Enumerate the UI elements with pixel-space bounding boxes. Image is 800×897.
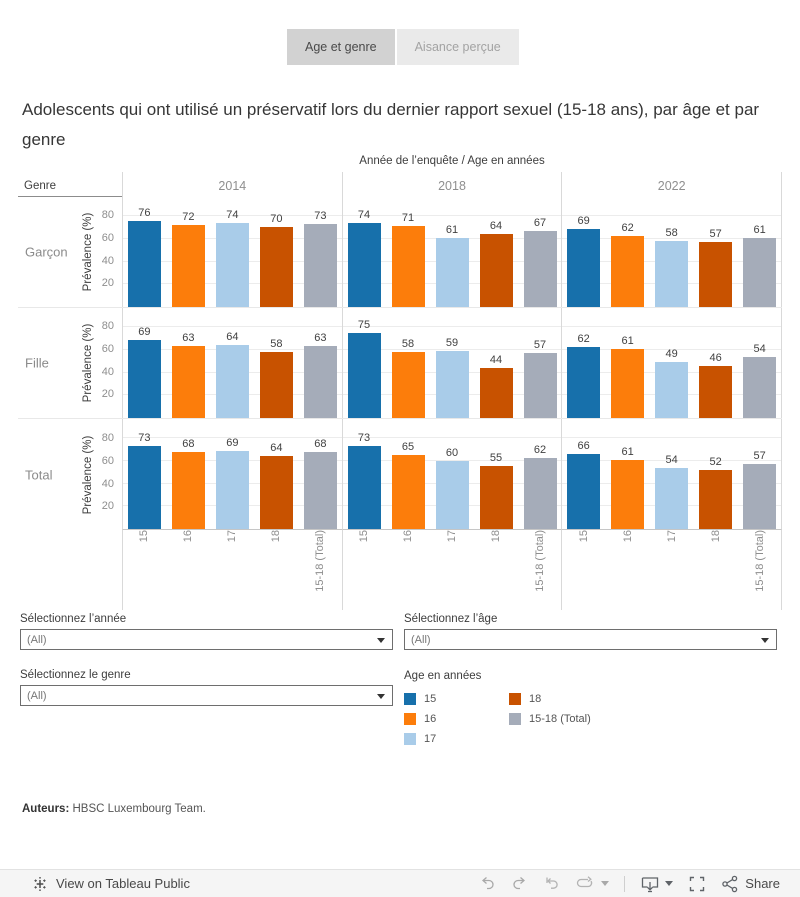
legend-title: Age en années [404,670,482,682]
filter-year-value: (All) [27,633,47,646]
bar-value-label: 44 [489,353,503,366]
bar[interactable] [524,458,557,529]
color-legend [404,670,774,749]
row-label: Fille [25,355,49,371]
chevron-down-icon [761,638,769,643]
x-axis-tick-label: 17 [665,530,678,543]
x-axis-tick-label: 15 [358,530,370,543]
chart-row [18,197,782,308]
undo-icon [479,875,496,892]
bar[interactable] [480,466,513,529]
bar[interactable] [743,357,776,418]
tableau-logo-icon [32,876,48,892]
bar-value-label: 57 [753,450,766,463]
bar-value-label: 64 [226,331,239,344]
bar-value-label: 54 [753,342,766,355]
x-axis-tick-label: 15 [138,530,151,543]
tab-age-et-genre[interactable]: Age et genre [287,29,395,65]
undo-button[interactable] [479,875,496,892]
legend-item-label: 17 [424,733,437,745]
bar-value-label: 71 [401,212,415,225]
chart-panel [561,308,782,418]
bar-value-label: 69 [138,325,151,338]
bar-value-label: 69 [577,214,590,227]
bar[interactable] [260,227,293,307]
bar-value-label: 76 [138,206,151,219]
bar-value-label: 64 [270,442,283,455]
chart-rows [18,197,782,530]
y-axis-title: Prévalence (%) [82,435,94,514]
chevron-down-icon [665,881,673,886]
y-axis-tick-label: 40 [101,477,114,490]
column-header-label: Année de l’enquête / Age en années [359,155,545,167]
bar[interactable] [392,455,425,529]
reset-icon [543,875,560,892]
reset-button[interactable] [543,875,560,892]
legend-column-2 [509,689,591,749]
bar[interactable] [699,366,732,418]
bar-value-label: 72 [182,211,195,224]
toolbar-divider [624,876,625,892]
x-axis-tick-label: 16 [621,530,634,543]
y-axis-tick-label: 80 [101,320,114,332]
bar-value-label: 57 [709,228,722,241]
filter-year-label: Sélectionnez l’année [20,613,127,625]
bar-value-label: 63 [314,332,327,345]
bar[interactable] [260,352,293,418]
share-button[interactable] [721,875,780,893]
bar-value-label: 68 [314,437,327,450]
bar[interactable] [216,345,249,418]
bar[interactable] [524,231,557,307]
bar-value-label: 64 [489,220,503,233]
bar[interactable] [611,349,644,418]
gridline [562,437,781,438]
tab-aisance-percue[interactable]: Aisance perçue [397,29,519,65]
bar[interactable] [655,362,688,418]
legend-item[interactable] [509,689,591,709]
fullscreen-button[interactable] [688,875,706,893]
x-axis-labels-row [18,530,782,610]
chart-panel [561,419,782,530]
x-axis-tick-label: 15-18 (Total) [534,530,546,592]
x-axis-tick-label: 17 [446,530,458,543]
page-title: Adolescents qui ont utilisé un préservatif lors du dernier rapport sexuel (15-18 ans), par âge et par genre [22,100,760,149]
bar[interactable] [304,452,337,529]
bar[interactable] [348,446,381,529]
bar[interactable] [567,347,600,418]
bar-value-label: 69 [226,436,239,449]
legend-item[interactable] [509,709,591,729]
column-field-header [18,155,782,172]
chart-panel [342,419,562,530]
chart-panel [122,308,342,418]
bar-value-label: 75 [357,318,371,331]
bar[interactable] [304,346,337,418]
y-axis-tick-label: 20 [101,277,114,290]
bar[interactable] [611,460,644,529]
x-axis-tick-label: 15-18 (Total) [314,530,327,592]
row-field-header: Genre [18,172,122,197]
authors-note [22,803,206,815]
authors-label: Auteurs: [22,803,70,815]
bar[interactable] [128,340,161,418]
y-axis-tick-label: 40 [101,365,114,378]
filter-gender-value: (All) [27,689,47,702]
bar[interactable] [567,454,600,529]
chart-row [18,308,782,419]
year-header: 2022 [561,172,782,197]
chart-row [18,419,782,530]
bar[interactable] [216,223,249,307]
bar[interactable] [655,468,688,529]
bar[interactable] [436,238,469,307]
y-axis-tick-label: 80 [101,432,114,444]
x-axis-tick-label: 15 [577,530,590,543]
bar-value-label: 57 [533,339,547,352]
x-axis-tick-label: 18 [709,530,722,543]
year-header: 2018 [342,172,562,197]
bar[interactable] [436,351,469,418]
y-axis-title: Prévalence (%) [82,323,94,403]
legend-swatch-icon [509,713,521,725]
year-header: 2014 [122,172,342,197]
legend-item[interactable] [404,729,509,749]
bar-value-label: 68 [182,437,195,450]
bar[interactable] [172,346,205,418]
legend-item[interactable] [404,709,509,729]
bar-value-label: 61 [621,334,634,347]
bar-value-label: 73 [357,431,371,444]
refresh-icon [575,875,594,892]
legend-item-label: 18 [529,693,542,705]
bar[interactable] [172,452,205,529]
bar[interactable] [524,353,557,418]
bar[interactable] [699,470,732,529]
x-axis-tick-label: 16 [402,530,414,543]
bar[interactable] [436,461,469,529]
bar-value-label: 49 [665,348,678,361]
bar[interactable] [260,456,293,529]
y-axis-tick-label: 80 [101,209,114,221]
bar-value-label: 61 [753,223,766,236]
y-axis-tick-label: 60 [101,231,114,244]
bar[interactable] [348,333,381,418]
bar-value-label: 70 [270,213,283,226]
chart-panel [122,197,342,307]
legend-item-label: 15 [424,693,437,705]
x-axis-tick-label: 15-18 (Total) [753,530,766,592]
bar-chart [18,155,782,610]
y-axis-tick-label: 40 [101,254,114,267]
bar-value-label: 73 [138,431,151,444]
y-axis-tick-label: 60 [101,342,114,355]
bar[interactable] [128,221,161,307]
bar-value-label: 46 [709,351,722,364]
legend-swatch-icon [404,693,416,705]
bar[interactable] [304,224,337,307]
filter-age-value: (All) [411,633,431,646]
filter-age-dropdown[interactable] [404,629,777,650]
bar-value-label: 62 [577,333,590,346]
y-axis-tick-label: 60 [101,454,114,467]
bar[interactable] [611,236,644,307]
bar[interactable] [348,223,381,307]
bar[interactable] [743,464,776,529]
y-axis-title: Prévalence (%) [82,212,94,292]
authors-text: HBSC Luxembourg Team. [69,803,206,815]
share-icon [721,875,739,893]
bar-value-label: 61 [445,223,459,236]
bar-value-label: 74 [226,208,239,221]
bar-value-label: 62 [533,444,547,457]
bar[interactable] [216,451,249,529]
bar-value-label: 65 [401,441,415,454]
chevron-down-icon [377,638,385,643]
bar[interactable] [655,241,688,307]
refresh-button[interactable] [575,875,609,892]
bar[interactable] [567,229,600,307]
filter-age-label: Sélectionnez l’âge [404,613,498,625]
share-label: Share [745,876,780,891]
bar-value-label: 67 [533,216,547,229]
row-label: Total [25,467,53,482]
bar-value-label: 59 [445,336,459,349]
redo-icon [511,875,528,892]
bar-value-label: 62 [621,222,634,235]
bar-value-label: 58 [270,338,283,351]
bar-value-label: 58 [401,338,415,351]
chevron-down-icon [601,881,609,886]
bar-value-label: 74 [357,208,371,221]
chart-panel [342,197,562,307]
redo-button[interactable] [511,875,528,892]
legend-column-1 [404,689,509,749]
bar[interactable] [392,226,425,307]
y-axis-tick-label: 20 [101,500,114,513]
tableau-toolbar [0,869,800,897]
bar-value-label: 73 [314,209,327,222]
bar-value-label: 58 [665,227,678,240]
bar-value-label: 54 [665,453,678,466]
bar[interactable] [699,242,732,307]
filter-year-dropdown[interactable] [20,629,393,650]
filter-gender-label: Sélectionnez le genre [20,669,131,681]
bar-value-label: 55 [489,452,503,465]
bar[interactable] [172,225,205,307]
legend-swatch-icon [404,713,416,725]
chevron-down-icon [377,694,385,699]
bar-value-label: 52 [709,455,722,468]
legend-swatch-icon [509,693,521,705]
bar-value-label: 66 [577,439,590,452]
bar[interactable] [480,234,513,307]
legend-item[interactable] [404,689,509,709]
view-on-tableau-public-label: View on Tableau Public [56,876,190,891]
legend-item-label: 16 [424,713,437,725]
x-axis-tick-label: 17 [226,530,239,543]
legend-swatch-icon [404,733,416,745]
x-axis-tick-label: 18 [270,530,283,543]
x-axis-tick-label: 16 [182,530,195,543]
bar-value-label: 61 [621,445,634,458]
row-label: Garçon [25,244,68,260]
fullscreen-icon [688,875,706,893]
legend-item-label: 15-18 (Total) [529,713,591,725]
x-axis-tick-label: 18 [490,530,502,543]
bar[interactable] [392,352,425,418]
bar-value-label: 60 [445,446,459,459]
bar[interactable] [743,238,776,307]
view-on-tableau-public-button[interactable] [32,876,190,892]
gridline [562,326,781,327]
chart-panel [561,197,782,307]
filter-gender-dropdown[interactable] [20,685,393,706]
chart-panel [342,308,562,418]
years-header-row [18,172,782,197]
chart-panel [122,419,342,530]
bar[interactable] [480,368,513,418]
bar-value-label: 63 [182,332,195,345]
y-axis-tick-label: 20 [101,388,114,401]
bar[interactable] [128,446,161,529]
download-button[interactable] [640,875,673,893]
download-icon [640,875,660,893]
sheet-tabs [287,29,519,65]
